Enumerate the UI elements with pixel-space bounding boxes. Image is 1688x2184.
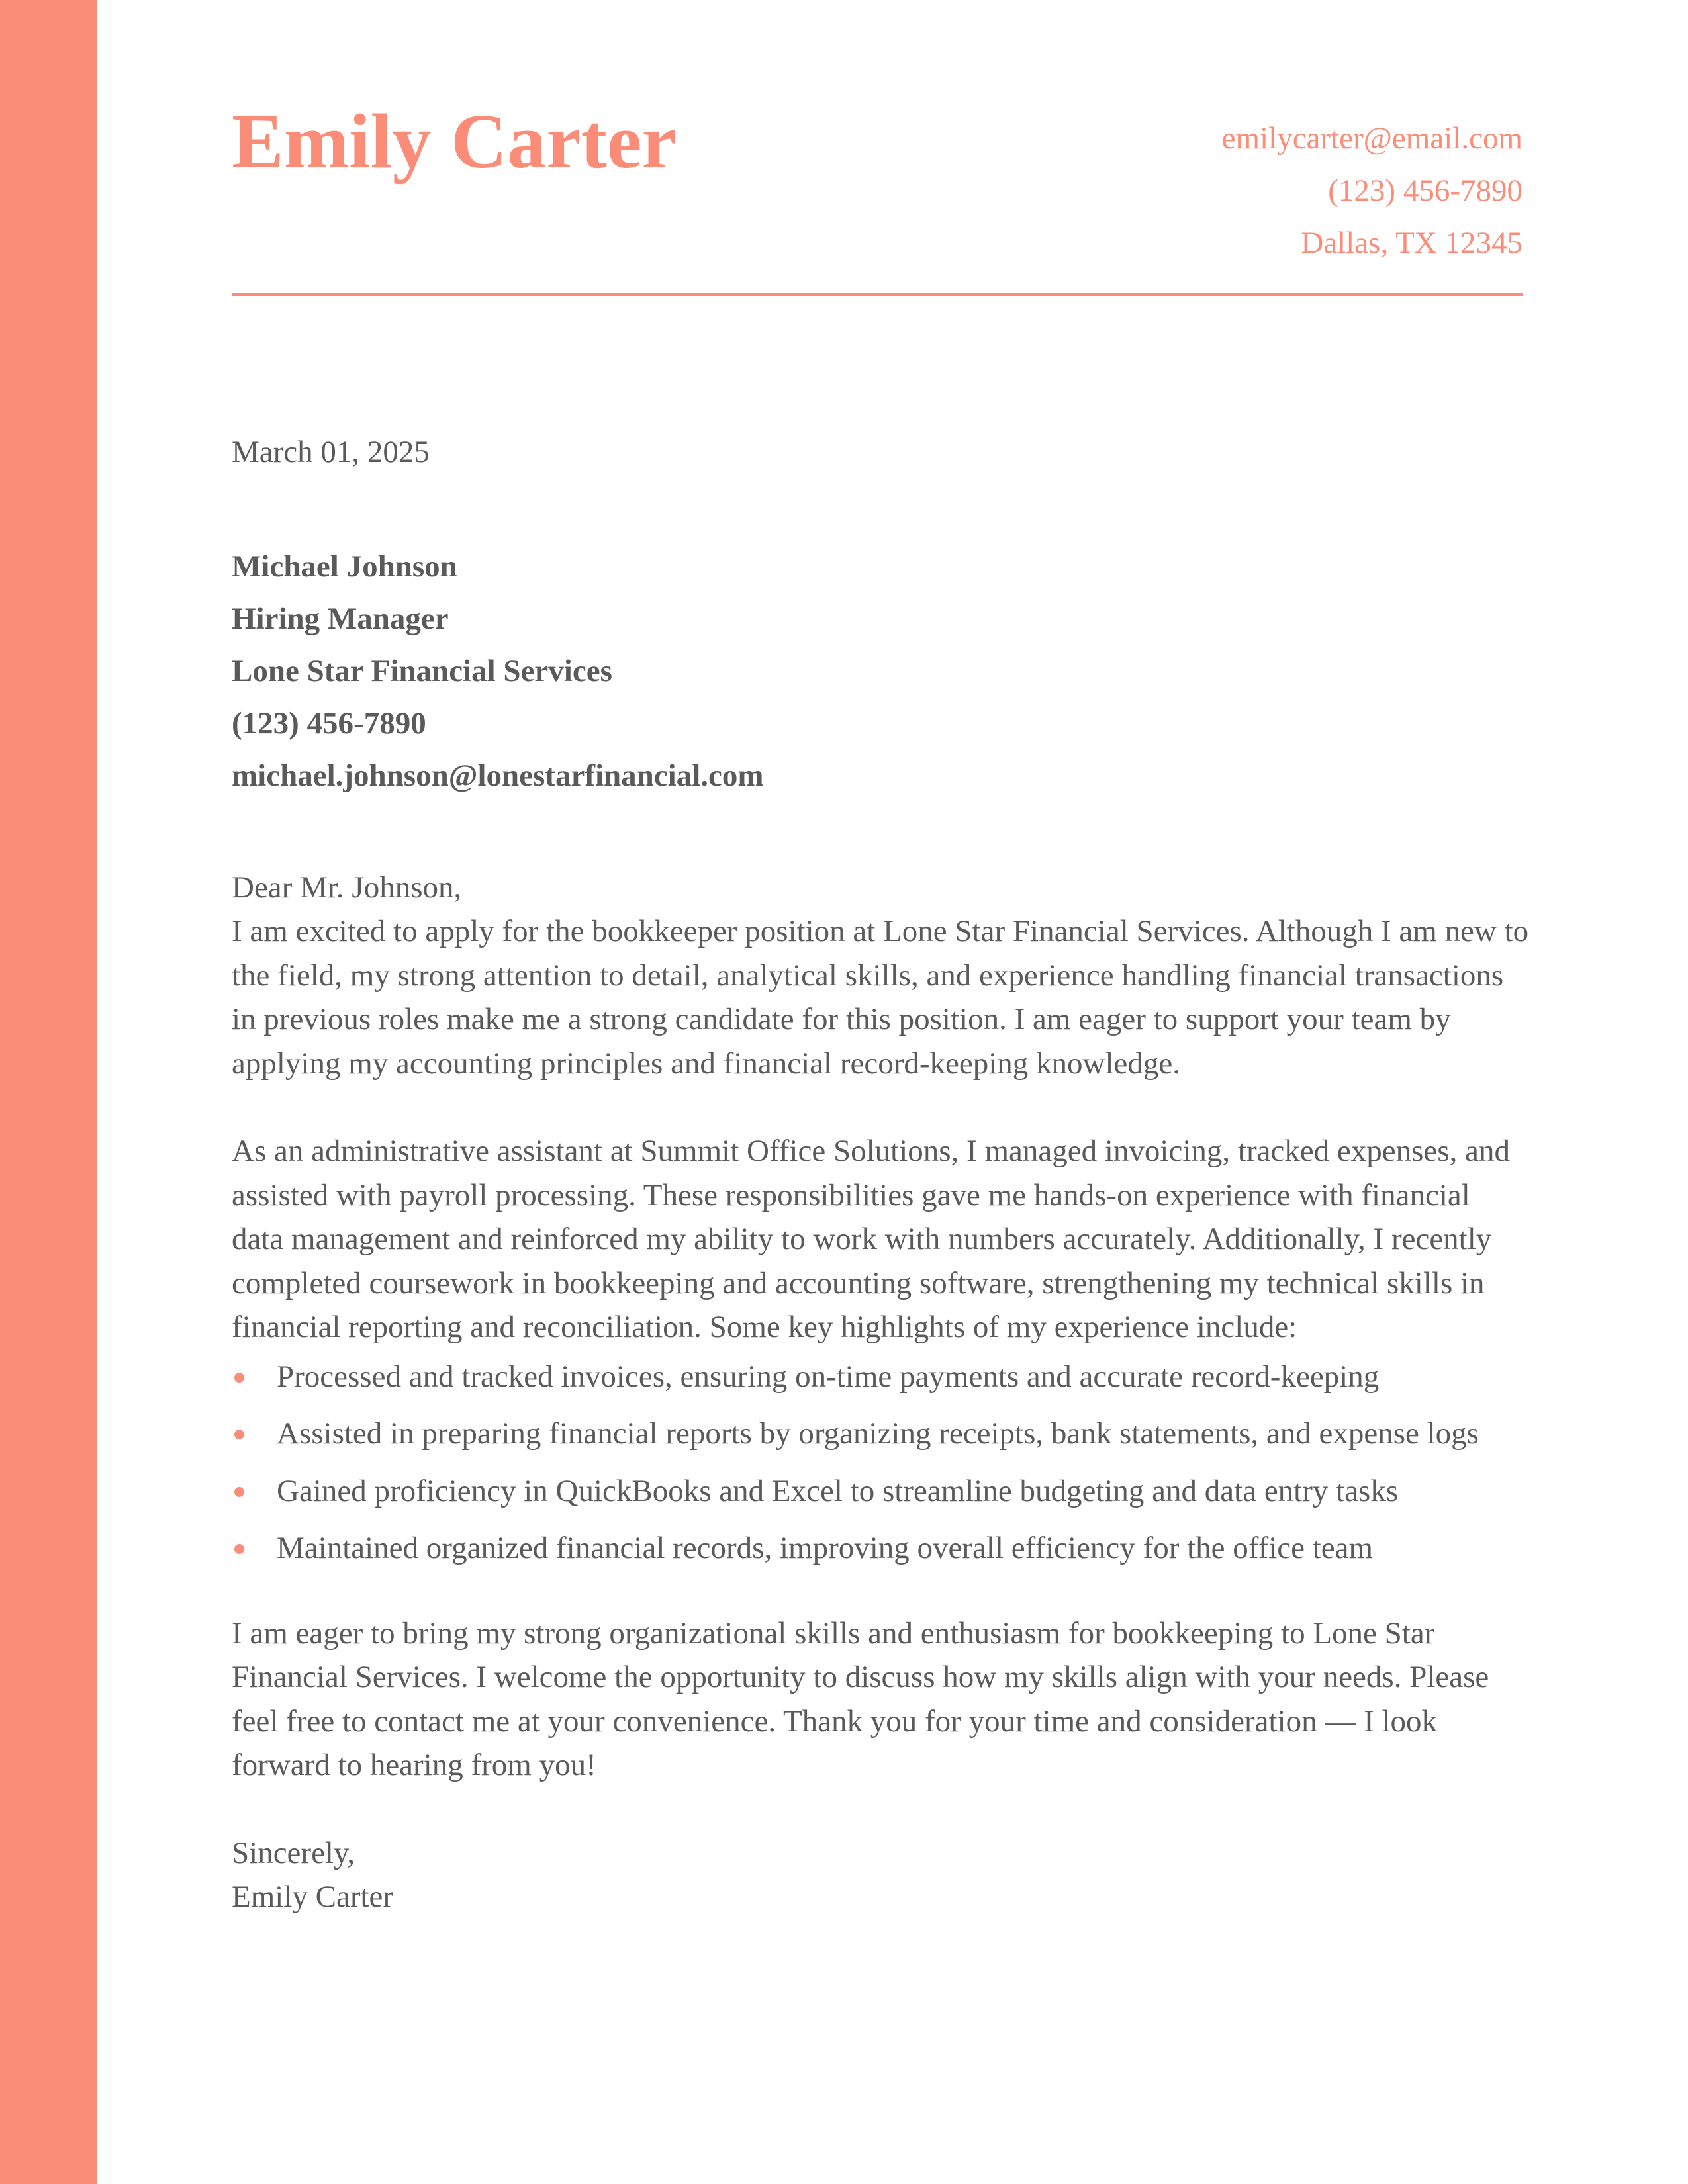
signature-name: Emily Carter [232,1880,394,1914]
recipient-company: Lone Star Financial Services [232,653,612,688]
letter-body [232,430,1529,1919]
sender-phone: (123) 456-7890 [1328,173,1523,208]
sender-email: emilycarter@email.com [1221,121,1523,156]
highlight-item [232,1526,1529,1570]
highlight-item [232,1469,1529,1514]
body-paragraph-experience: As an administrative assistant at Summit Office Solutions, I managed invoicing, tracked expenses, and assisted with payroll processing. These responsibilities gave me hands-on experience with financial data management and reinforced my ability to work with numbers accurately. Additionally, I recently completed coursework in bookkeeping and accounting software, strengthening my technical skills in financial reporting and reconciliation. Some key highlights of my experience include: [232,1134,1510,1344]
valediction: Sincerely, [232,1835,355,1870]
highlights-list [232,1355,1529,1570]
recipient-phone: (123) 456-7890 [232,705,426,741]
bullet-dot-icon [234,1430,244,1439]
salutation: Dear Mr. Johnson, [232,870,462,905]
highlight-text: Gained proficiency in QuickBooks and Excel to streamline budgeting and data entry tasks [277,1473,1399,1508]
header-divider [232,293,1523,296]
bullet-dot-icon [234,1487,244,1497]
sender-location: Dallas, TX 12345 [1301,226,1523,260]
bullet-dot-icon [234,1544,244,1554]
highlight-text: Assisted in preparing financial reports by organizing receipts, bank statements, and expense logs [277,1416,1479,1451]
letter-header [232,0,1523,298]
recipient-block [232,541,1529,802]
highlight-text: Processed and tracked invoices, ensuring on-time payments and accurate record-keeping [277,1359,1380,1394]
sender-name: Emily Carter [232,98,677,185]
accent-side-bar [0,0,97,2184]
recipient-title: Hiring Manager [232,601,449,636]
highlight-item [232,1412,1529,1456]
recipient-email: michael.johnson@lonestarfinancial.com [232,758,764,793]
letter-date: March 01, 2025 [232,435,430,469]
sender-contact-block [1222,113,1523,269]
recipient-name: Michael Johnson [232,549,457,584]
highlight-text: Maintained organized financial records, improving overall efficiency for the office team [277,1531,1374,1565]
closing-section [232,1612,1529,1788]
signoff-block [232,1831,1529,1919]
closing-paragraph: I am eager to bring my strong organizational skills and enthusiasm for bookkeeping to Lone Star Financial Services. I welcome the opportunity to discuss how my skills align with your needs. Please feel free to contact me at your convenience. Thank you for your time and consideration — I look forward to hearing from you! [232,1615,1489,1782]
highlight-item [232,1355,1529,1399]
body-paragraph-intro: I am excited to apply for the bookkeeper position at Lone Star Financial Services. Although I am new to the field, my strong attention to detail, analytical skills, and experience handling financial transactions in previous roles make me a strong candidate for this position. I am eager to support your team by applying my accounting principles and financial record-keeping knowledge. [232,914,1529,1081]
bullet-dot-icon [234,1373,244,1383]
